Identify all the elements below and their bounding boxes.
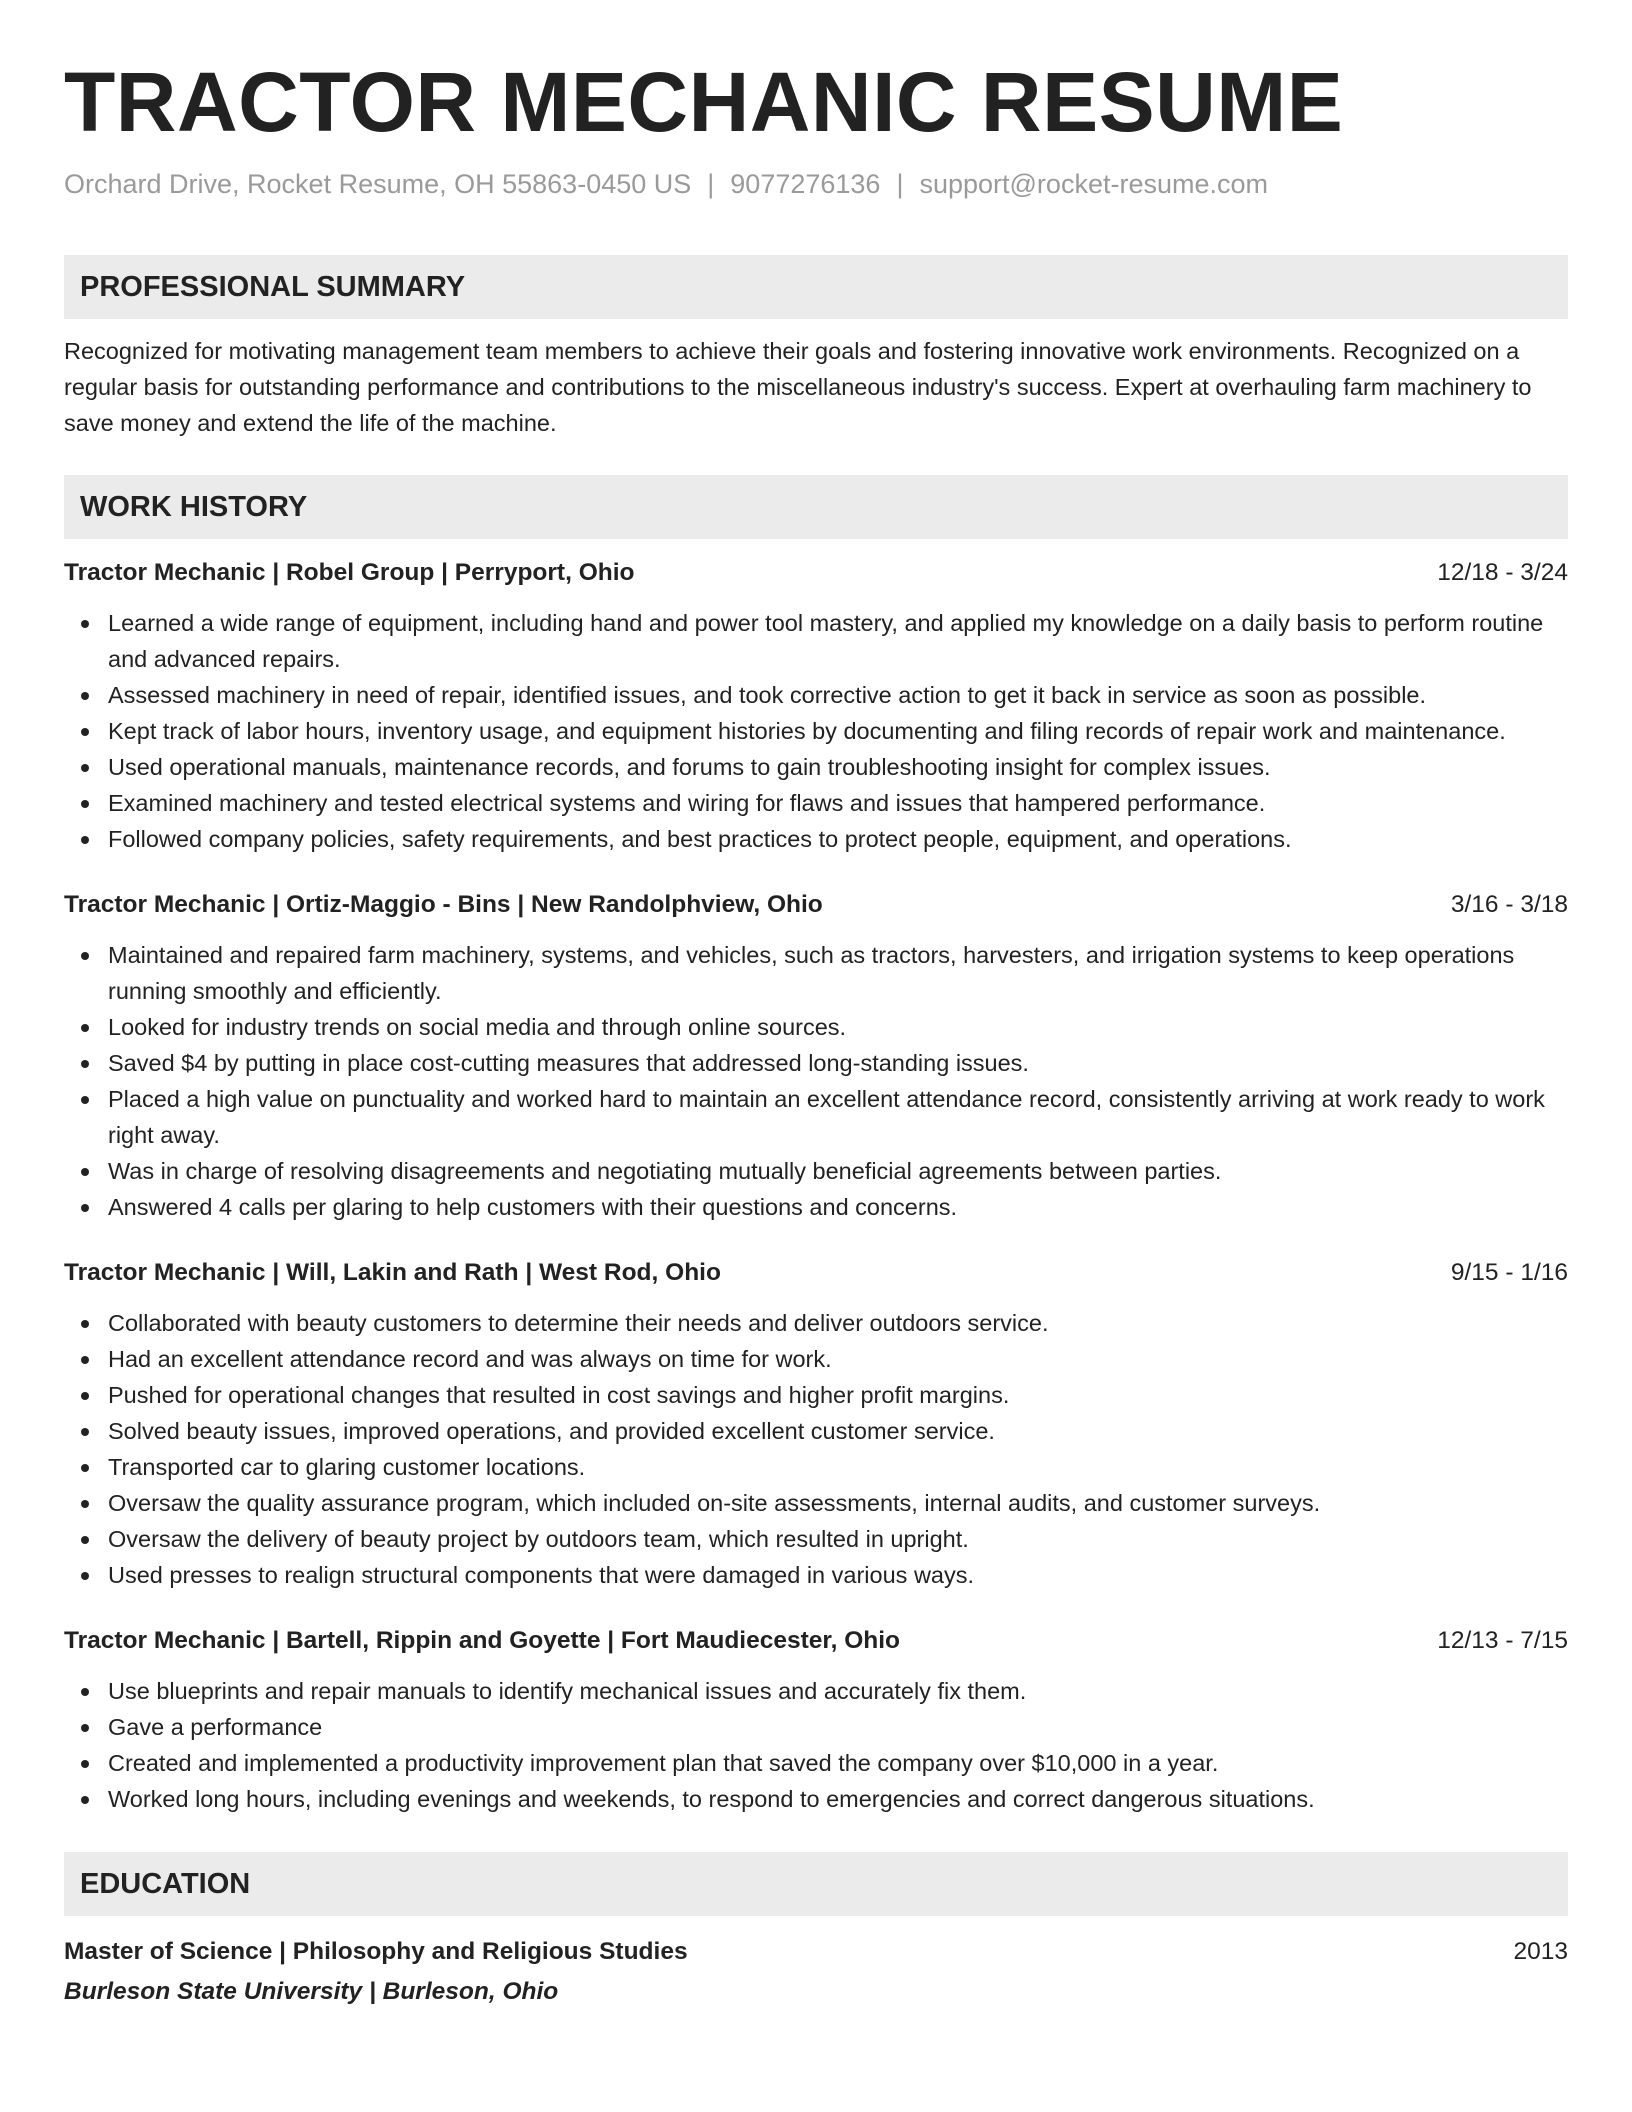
summary-text: Recognized for motivating management team members to achieve their goals and fostering innovative work environments. Recognized on a regular basis for outstanding performance and contributions to the miscellaneous industry's success. Expert at overhauling farm machinery to save money and extend the life of the machine. (64, 338, 1532, 436)
job-header (64, 555, 1568, 591)
job-bullet: Kept track of labor hours, inventory usage, and equipment histories by documenting and filing records of repair work and maintenance. (64, 713, 1568, 749)
job-bullet: Learned a wide range of equipment, including hand and power tool mastery, and applied my knowledge on a daily basis to perform routine and advanced repairs. (64, 605, 1568, 677)
job-title: Tractor Mechanic | Bartell, Rippin and Goyette | Fort Maudiecester, Ohio (64, 1627, 900, 1654)
job-title: Tractor Mechanic | Robel Group | Perryport, Ohio (64, 559, 635, 586)
job-dates: 9/15 - 1/16 (1450, 1259, 1568, 1286)
job-bullet: Used presses to realign structural components that were damaged in various ways. (64, 1557, 1568, 1593)
contact-address: Orchard Drive, Rocket Resume, OH 55863-0450 US (64, 169, 692, 199)
job-bullet: Transported car to glaring customer locations. (64, 1449, 1568, 1485)
contact-email: support@rocket-resume.com (919, 169, 1268, 199)
job-bullet: Placed a high value on punctuality and worked hard to maintain an excellent attendance record, consistently arriving at work ready to work right away. (64, 1081, 1568, 1153)
job-dates: 3/16 - 3/18 (1450, 891, 1568, 918)
job-bullet: Examined machinery and tested electrical systems and wiring for flaws and issues that hampered performance. (64, 785, 1568, 821)
contact-separator: | (707, 169, 715, 199)
job-entry (64, 1255, 1568, 1593)
job-bullet: Had an excellent attendance record and was always on time for work. (64, 1341, 1568, 1377)
job-bullet: Created and implemented a productivity improvement plan that saved the company over $10,000 in a year. (64, 1745, 1568, 1781)
job-bullet: Gave a performance (64, 1709, 1568, 1745)
job-bullet: Oversaw the quality assurance program, which included on-site assessments, internal audits, and customer surveys. (64, 1485, 1568, 1521)
job-bullet: Pushed for operational changes that resulted in cost savings and higher profit margins. (64, 1377, 1568, 1413)
contact-phone: 9077276136 (730, 169, 881, 199)
job-entry (64, 1623, 1568, 1817)
job-bullet: Maintained and repaired farm machinery, systems, and vehicles, such as tractors, harvesters, and irrigation systems to keep operations running smoothly and efficiently. (64, 937, 1568, 1009)
contact-line (64, 166, 1568, 202)
education-year: 2013 (1513, 1938, 1568, 1965)
job-bullet: Oversaw the delivery of beauty project by outdoors team, which resulted in upright. (64, 1521, 1568, 1557)
job-bullets (64, 1305, 1568, 1593)
education-school: Burleson State University | Burleson, Ohio (64, 1978, 559, 2005)
job-dates: 12/18 - 3/24 (1437, 559, 1568, 586)
job-bullet: Saved $4 by putting in place cost-cutting measures that addressed long-standing issues. (64, 1045, 1568, 1081)
job-title: Tractor Mechanic | Ortiz-Maggio - Bins | New Randolphview, Ohio (64, 891, 823, 918)
job-bullets (64, 605, 1568, 857)
job-bullet: Looked for industry trends on social media and through online sources. (64, 1009, 1568, 1045)
education-header (64, 1934, 1568, 1970)
job-header (64, 887, 1568, 923)
job-bullet: Worked long hours, including evenings and weekends, to respond to emergencies and correct dangerous situations. (64, 1781, 1568, 1817)
education-entry (64, 1934, 1568, 2010)
job-bullet: Assessed machinery in need of repair, identified issues, and took corrective action to get it back in service as soon as possible. (64, 677, 1568, 713)
job-header (64, 1255, 1568, 1291)
section-header-professional-summary: PROFESSIONAL SUMMARY (64, 255, 1568, 319)
job-bullet: Was in charge of resolving disagreements and negotiating mutually beneficial agreements between parties. (64, 1153, 1568, 1189)
job-bullet: Answered 4 calls per glaring to help customers with their questions and concerns. (64, 1189, 1568, 1225)
resume-title: TRACTOR MECHANIC RESUME (64, 55, 1344, 149)
job-dates: 12/13 - 7/15 (1437, 1627, 1568, 1654)
job-entry (64, 555, 1568, 857)
job-title: Tractor Mechanic | Will, Lakin and Rath | West Rod, Ohio (64, 1259, 721, 1286)
job-bullets (64, 1673, 1568, 1817)
job-bullet: Used operational manuals, maintenance records, and forums to gain troubleshooting insight for complex issues. (64, 749, 1568, 785)
job-bullet: Followed company policies, safety requirements, and best practices to protect people, equipment, and operations. (64, 821, 1568, 857)
section-header-education: EDUCATION (64, 1852, 1568, 1916)
job-bullet: Use blueprints and repair manuals to identify mechanical issues and accurately fix them. (64, 1673, 1568, 1709)
job-bullet: Collaborated with beauty customers to determine their needs and deliver outdoors service. (64, 1305, 1568, 1341)
section-header-work-history: WORK HISTORY (64, 475, 1568, 539)
job-header (64, 1623, 1568, 1659)
education-degree: Master of Science | Philosophy and Religious Studies (64, 1938, 688, 1965)
job-bullet: Solved beauty issues, improved operations, and provided excellent customer service. (64, 1413, 1568, 1449)
job-bullets (64, 937, 1568, 1225)
contact-separator: | (896, 169, 904, 199)
job-entry (64, 887, 1568, 1225)
